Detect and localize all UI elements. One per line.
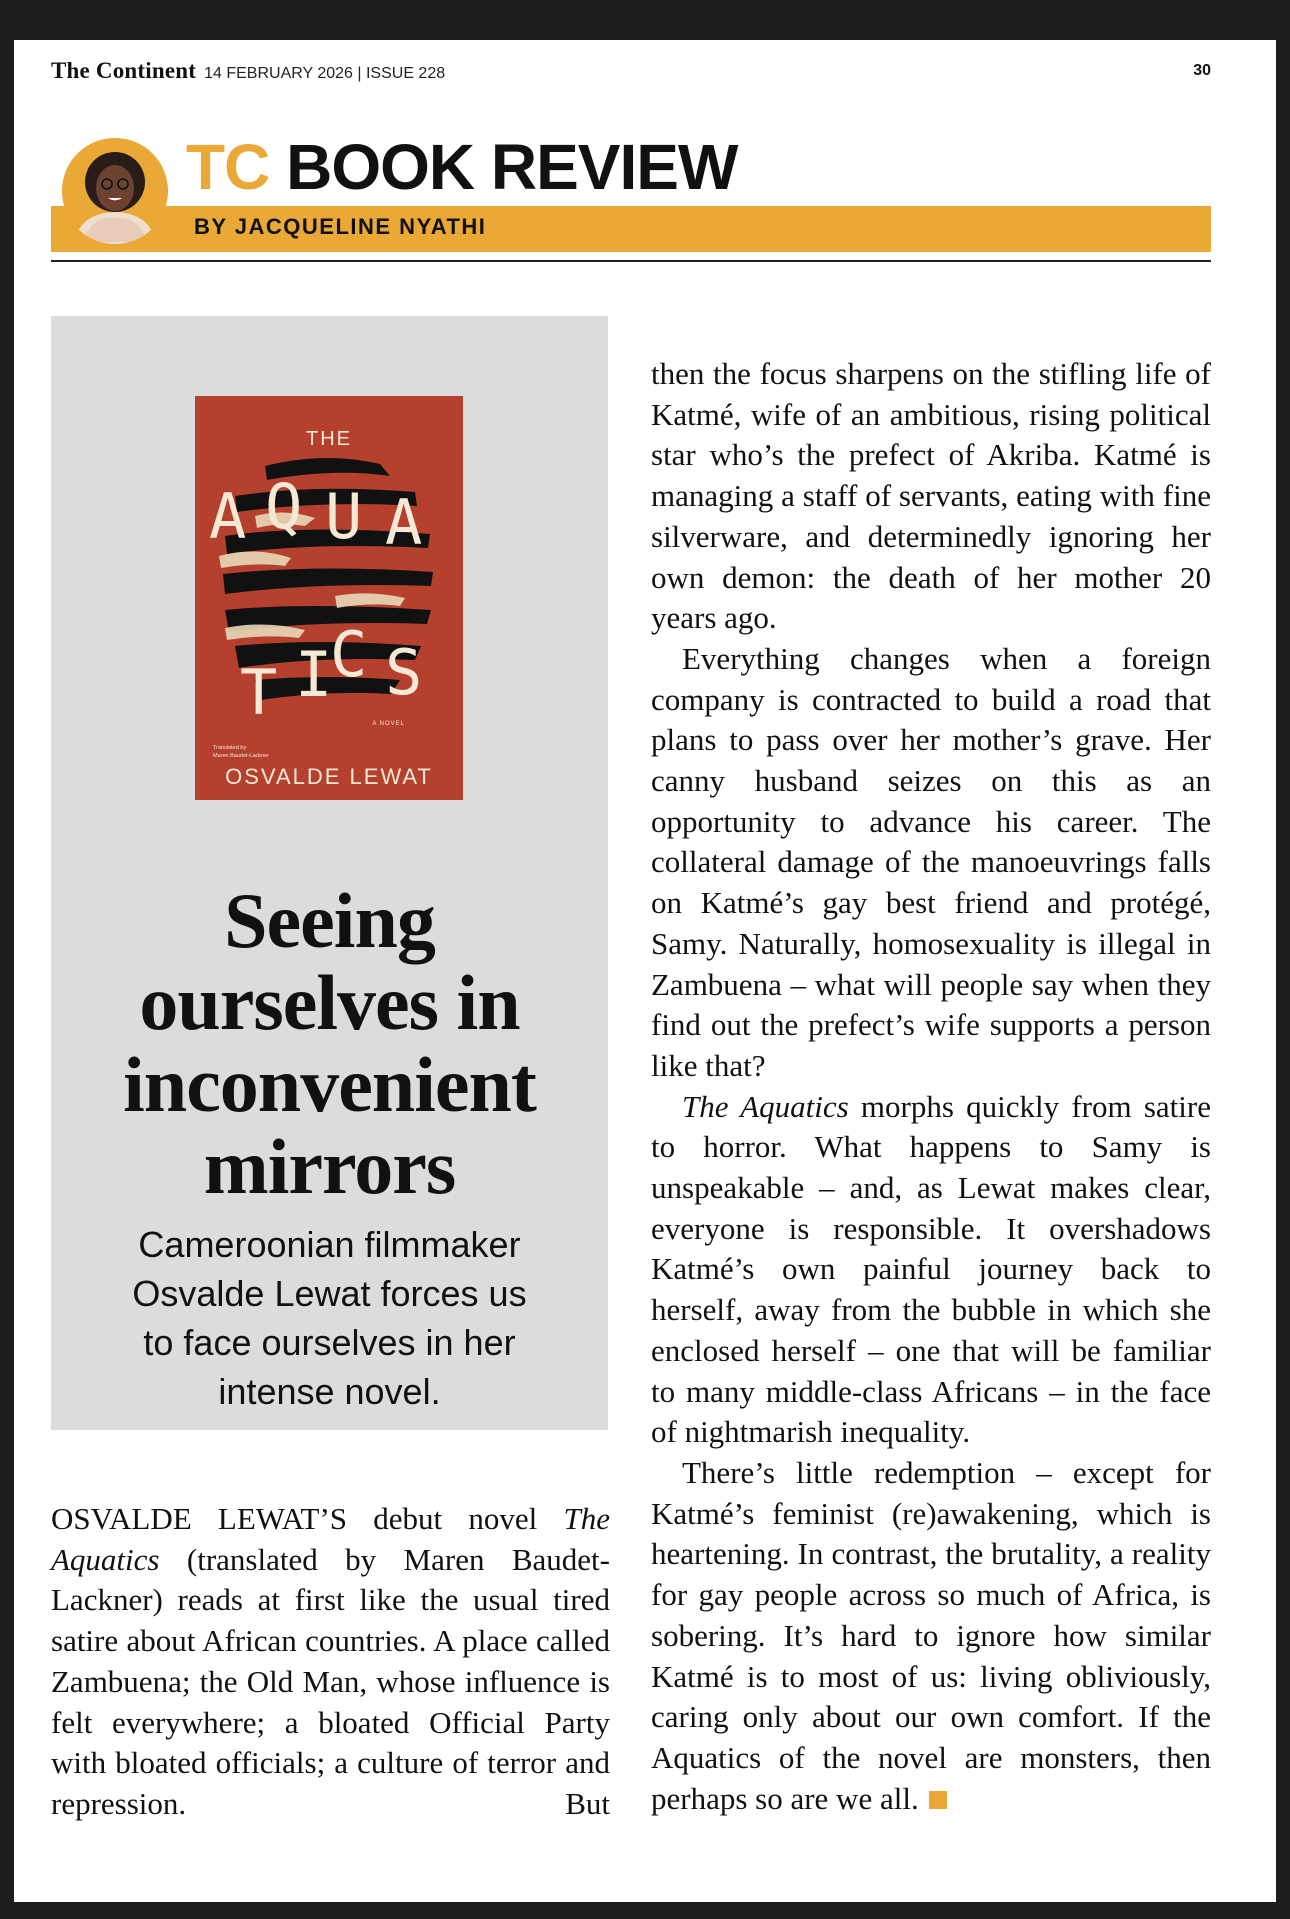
article-column-right <box>651 354 1211 1819</box>
book-title: The Aquatics <box>51 1501 610 1577</box>
cover-a-novel: A NOVEL <box>372 721 405 727</box>
paragraph-text: (translated by Maren Baudet-Lackner) reads at first like the usual tired satire about African countries. A place called Zambuena; the Old Man, whose influence is felt everywhere; a bloated Official Party with bloated officials; a culture of terror and repression. But <box>51 1541 610 1821</box>
cover-letter-a1: A <box>209 480 247 553</box>
cover-letter-q: Q <box>265 470 303 543</box>
byline: BY JACQUELINE NYATHI <box>194 214 487 239</box>
cover-author: OSVALDE LEWAT <box>225 764 433 789</box>
page-number: 30 <box>1193 62 1211 79</box>
cover-translated-by: Translated by <box>213 745 247 751</box>
paragraph-2: Everything changes when a foreign company is contracted to build a road that plans to pass over her mother’s grave. Her canny husband seizes on this as an opportunity to advance his career. The collateral damage of the manoeuvrings falls on Katmé’s gay best friend and protégé, Samy. Naturally, homosexuality is illegal in Zambuena – what will people say when they find out the prefect’s wife supports a person like that? <box>651 640 1211 1083</box>
cover-letter-s: S <box>385 636 423 709</box>
paragraph-3 <box>651 1087 1211 1453</box>
author-avatar <box>62 138 168 244</box>
paragraph-1-continued: then the focus sharpens on the stifling life of Katmé, wife of an ambitious, rising political star who’s the prefect of Akriba. Katmé is managing a staff of servants, eating with fine silverware, and determinedly ignoring her own demon: the death of her mother 20 years ago. <box>651 356 1211 636</box>
paragraph-text: morphs quickly from satire to horror. What happens to Samy is unspeakable – and, as Lewat makes clear, everyone is responsible. It overshadows Katmé’s own painful journey back to herself, away from the bubble in which she enclosed herself – one that will be familiar to many middle-class Africans – in the face of nightmarish inequality. <box>651 1088 1211 1450</box>
subhead-line: intense novel. <box>218 1371 441 1412</box>
subhead-line: Osvalde Lewat forces us <box>132 1273 527 1314</box>
cover-letter-c: C <box>330 618 368 691</box>
headline-line: inconvenient <box>123 1041 536 1128</box>
end-of-article-mark <box>929 1791 947 1809</box>
article-column-left <box>51 1499 610 1825</box>
paragraph-4 <box>651 1453 1211 1819</box>
section-name: BOOK REVIEW <box>286 131 738 203</box>
cover-translator <box>213 744 269 760</box>
cover-letter-t: T <box>240 656 278 729</box>
headline-line: mirrors <box>203 1123 456 1210</box>
article-headline <box>51 877 608 1210</box>
subhead-line: Cameroonian filmmaker <box>138 1224 521 1265</box>
cover-letter-a2: A <box>385 486 423 559</box>
book-title: The Aquatics <box>682 1088 849 1124</box>
subhead-line: to face ourselves in her <box>143 1322 516 1363</box>
cover-the: THE <box>306 428 352 450</box>
banner-divider <box>51 260 1211 262</box>
cover-letter-u: U <box>325 480 363 553</box>
issue-info: 14 FEBRUARY 2026 | ISSUE 228 <box>204 65 446 82</box>
masthead <box>51 58 1211 88</box>
cover-letter-i: I <box>295 638 333 711</box>
headline-line: Seeing <box>224 877 435 964</box>
section-tc: TC <box>186 131 270 203</box>
article-subhead <box>51 1220 608 1416</box>
book-cover <box>195 396 463 800</box>
paragraph-text: There’s little redemption – except for Katmé’s feminist (re)awakening, which is heartening. In contrast, the brutality, a reality for gay people across so much of Africa, is sobering. It’s hard to ignore how similar Katmé is to most of us: living obliviously, caring only about our own comfort. If the Aquatics of the novel are monsters, then perhaps so are we all. <box>651 1454 1211 1816</box>
publication-title: The Continent <box>51 58 197 83</box>
headline-line: ourselves in <box>139 959 520 1046</box>
section-title <box>186 132 737 202</box>
lead-in: OSVALDE LEWAT’S debut novel <box>51 1501 564 1536</box>
cover-title <box>195 396 463 800</box>
cover-translator-name: Maren Baudet-Lackner <box>213 753 269 759</box>
paragraph-1 <box>51 1499 610 1825</box>
